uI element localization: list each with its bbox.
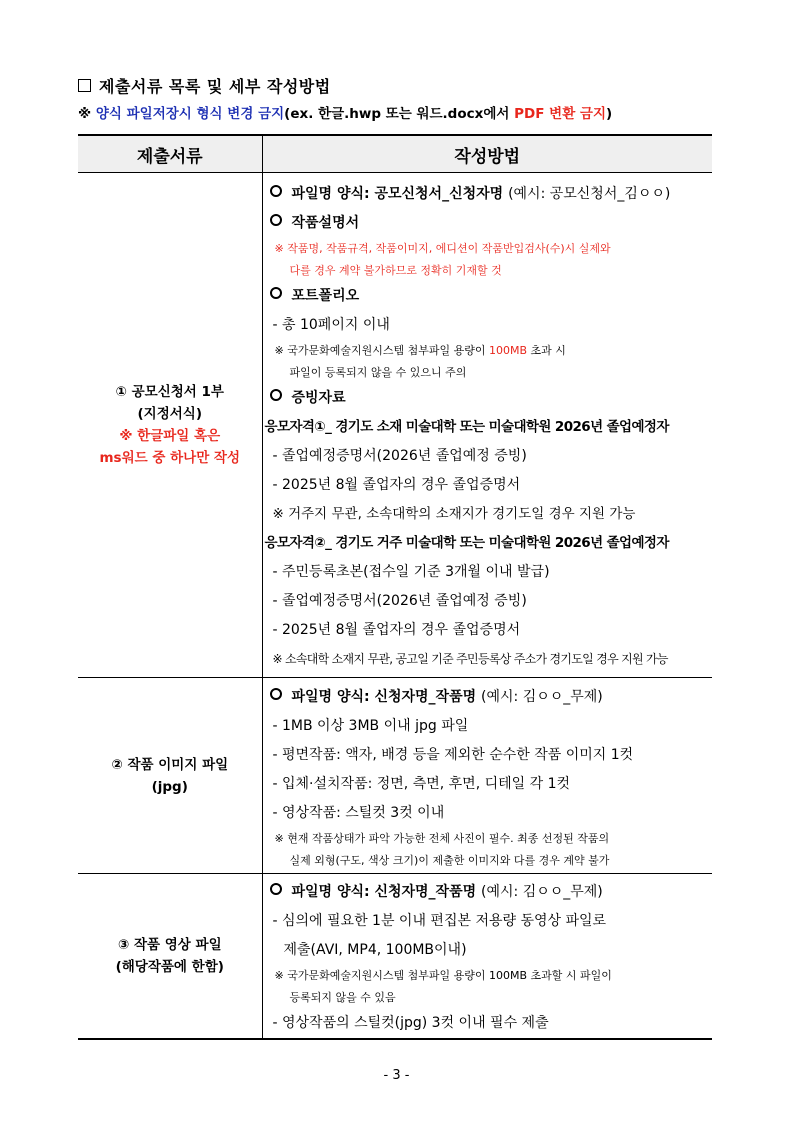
notice-part1: 양식 파일저장시 형식 변경 금지 xyxy=(95,106,285,122)
header-method: 작성방법 xyxy=(262,135,712,173)
notice-part4: ) xyxy=(606,106,613,122)
section-heading-text: 제출서류 목록 및 세부 작성방법 xyxy=(99,77,331,96)
list-item: - 평면작품: 액자, 배경 등을 제외한 순수한 작품 이미지 1컷 xyxy=(272,747,634,763)
row2-document-cell xyxy=(78,678,262,874)
row1-title: ① 공모신청서 1부 xyxy=(115,384,224,400)
list-item: 제출(AVI, MP4, 100MB이내) xyxy=(283,942,467,958)
row3-filename: 파일명 양식: 신청자명_작품명 (예시: 김ㅇㅇ_무제) xyxy=(270,878,709,907)
list-item: - 졸업예정증명서(2026년 졸업예정 증빙) xyxy=(272,448,527,464)
row3-subtitle: (해당작품에 한함) xyxy=(115,959,224,975)
row1-document-cell xyxy=(78,173,262,678)
list-item: - 2025년 8월 졸업자의 경우 졸업증명서 xyxy=(272,477,521,493)
row1-filename: 파일명 양식: 공모신청서_신청자명 (예시: 공모신청서_김ㅇㅇ) xyxy=(270,180,709,209)
header-documents: 제출서류 xyxy=(78,135,262,173)
row1-portfolio-item: - 총 10페이지 이내 xyxy=(272,317,390,333)
notice-part3: PDF 변환 금지 xyxy=(514,106,607,122)
checkbox-square-icon xyxy=(78,79,91,92)
row1-warning2: ms워드 중 하나만 작성 xyxy=(99,450,241,466)
row1-qualification1: 응모자격①_ 경기도 소재 미술대학 또는 미술대학원 2026년 졸업예정자 xyxy=(264,419,669,435)
row3-filename-example: (예시: 김ㅇㅇ_무제) xyxy=(481,884,603,900)
row3-method-cell xyxy=(262,874,712,1040)
format-notice xyxy=(78,102,612,122)
row2-filename-example: (예시: 김ㅇㅇ_무제) xyxy=(481,689,603,705)
table-row xyxy=(78,678,712,874)
row1-desc-note2: 다를 경우 계약 불가하므로 정확히 기재할 것 xyxy=(289,264,502,277)
notice-part2: (ex. 한글.hwp 또는 워드.docx에서 xyxy=(284,106,515,122)
page-number: - 3 - xyxy=(383,1068,410,1083)
row1-desc-title: 작품설명서 xyxy=(270,209,709,238)
row3-note1: ※ 국가문화예술지원시스템 첨부파일 용량이 100MB 초과할 시 파일이 xyxy=(274,969,612,982)
row2-method-cell xyxy=(262,678,712,874)
row2-filename: 파일명 양식: 신청자명_작품명 (예시: 김ㅇㅇ_무제) xyxy=(270,683,709,712)
row3-title: ③ 작품 영상 파일 xyxy=(117,937,222,953)
section-heading xyxy=(78,74,331,97)
row1-subtitle: (지정서식) xyxy=(137,406,202,422)
table-row xyxy=(78,173,712,678)
row1-portfolio-note2: 파일이 등록되지 않을 수 있으니 주의 xyxy=(289,366,467,379)
row1-method-cell xyxy=(262,173,712,678)
row1-desc-note1: ※ 작품명, 작품규격, 작품이미지, 에디션이 작품반입검사(수)시 실제와 xyxy=(274,242,611,255)
list-item: - 심의에 필요한 1분 이내 편집본 저용량 동영상 파일로 xyxy=(272,913,607,929)
table-header-row xyxy=(78,135,712,173)
list-item: - 영상작품: 스틸컷 3컷 이내 xyxy=(272,805,445,821)
row1-qualification2: 응모자격②_ 경기도 거주 미술대학 또는 미술대학원 2026년 졸업예정자 xyxy=(264,535,669,551)
list-item: ※ 거주지 무관, 소속대학의 소재지가 경기도일 경우 지원 가능 xyxy=(272,506,636,522)
row1-filename-example: (예시: 공모신청서_김ㅇㅇ) xyxy=(508,186,671,202)
row3-document-cell xyxy=(78,874,262,1040)
list-item: - 주민등록초본(접수일 기준 3개월 이내 발급) xyxy=(272,564,550,580)
row1-warning1: ※ 한글파일 혹은 xyxy=(119,428,221,444)
row2-note1: ※ 현재 작품상태가 파악 가능한 전체 사진이 필수. 최종 선정된 작품의 xyxy=(274,832,610,845)
list-item: - 영상작품의 스틸컷(jpg) 3컷 이내 필수 제출 xyxy=(272,1015,549,1031)
row1-portfolio-note1: ※ 국가문화예술지원시스템 첨부파일 용량이 100MB 초과 시 xyxy=(274,344,566,357)
row1-proof-title: 증빙자료 xyxy=(270,384,709,413)
documents-table xyxy=(78,134,712,1040)
list-item: ※ 소속대학 소재지 무관, 공고일 기준 주민등록상 주소가 경기도일 경우 지원 가능 xyxy=(272,652,668,666)
list-item: - 1MB 이상 3MB 이내 jpg 파일 xyxy=(272,718,469,734)
list-item: - 졸업예정증명서(2026년 졸업예정 증빙) xyxy=(272,593,527,609)
table-row xyxy=(78,874,712,1040)
list-item: - 입체·설치작품: 정면, 측면, 후면, 디테일 각 1컷 xyxy=(272,776,571,792)
row2-title: ② 작품 이미지 파일 xyxy=(111,756,229,773)
row2-note2: 실제 외형(구도, 색상 크기)이 제출한 이미지와 다를 경우 계약 불가 xyxy=(289,854,610,867)
row3-note2: 등록되지 않을 수 있음 xyxy=(289,991,396,1004)
notice-mark: ※ xyxy=(78,106,92,122)
row2-subtitle: (jpg) xyxy=(151,778,188,795)
row1-portfolio-title: 포트폴리오 xyxy=(270,282,709,311)
list-item: - 2025년 8월 졸업자의 경우 졸업증명서 xyxy=(272,622,521,638)
